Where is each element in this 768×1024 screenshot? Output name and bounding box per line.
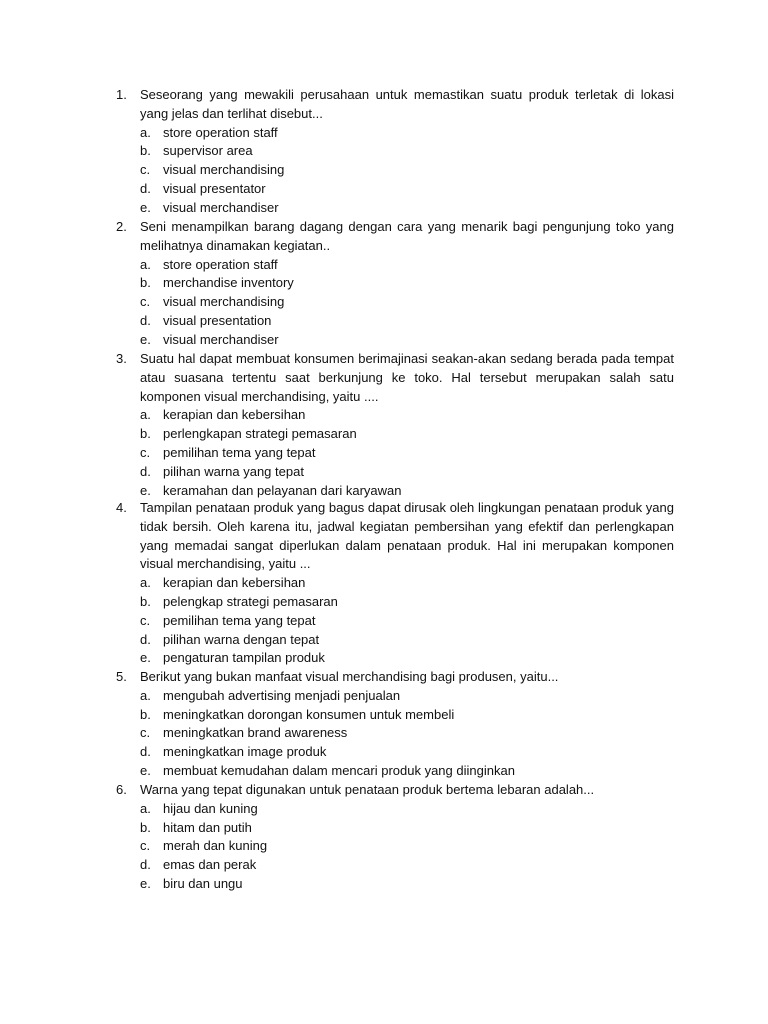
option-letter: d. [140, 463, 151, 479]
option-e [140, 482, 674, 501]
option-e [140, 199, 674, 218]
option-c [140, 837, 674, 856]
option-a [140, 800, 674, 819]
option-letter: a. [140, 687, 151, 703]
question-number: 1. [116, 87, 127, 102]
option-text: meningkatkan brand awareness [163, 725, 348, 741]
option-text: biru dan ungu [163, 875, 243, 891]
option-a [140, 687, 674, 706]
option-letter: c. [140, 838, 151, 854]
option-text: meningkatkan image produk [163, 744, 327, 760]
question-2 [116, 218, 674, 350]
option-b [140, 593, 674, 612]
question-text: Seseorang yang mewakili perusahaan untuk memastikan suatu produk terletak di lokasi yang jelas dan terlihat disebut... [140, 87, 674, 121]
option-letter: b. [140, 593, 151, 609]
option-d [140, 631, 674, 650]
question-number: 5. [116, 669, 127, 684]
option-letter: d. [140, 312, 151, 328]
option-text: store operation staff [163, 124, 278, 140]
option-d [140, 180, 674, 199]
question-text: Suatu hal dapat membuat konsumen berimajinasi seakan-akan sedang berada pada tempat atau suasana tertentu saat berkunjung ke toko. Hal tersebut merupakan salah satu komponen visual merchandising, yaitu .... [140, 351, 674, 404]
option-letter: c. [140, 725, 151, 741]
option-letter: c. [140, 612, 151, 628]
question-text: Tampilan penataan produk yang bagus dapat dirusak oleh lingkungan penataan produk yang tidak bersih. Oleh karena itu, jadwal kegiatan pembersihan yang efektif dan perlengkapan yang memadai sangat diperlukan dalam penataan produk. Hal ini merupakan komponen visual merchandising, yaitu ... [140, 500, 674, 572]
option-text: hijau dan kuning [163, 800, 258, 816]
option-letter: a. [140, 407, 151, 423]
option-d [140, 312, 674, 331]
option-e [140, 762, 674, 781]
option-letter: b. [140, 275, 151, 291]
option-text: store operation staff [163, 256, 278, 272]
option-b [140, 142, 674, 161]
option-c [140, 724, 674, 743]
option-text: kerapian dan kebersihan [163, 575, 306, 591]
option-letter: a. [140, 256, 151, 272]
option-text: hitam dan putih [163, 819, 252, 835]
option-text: kerapian dan kebersihan [163, 407, 306, 423]
option-letter: e. [140, 650, 151, 666]
option-d [140, 463, 674, 482]
option-e [140, 875, 674, 894]
option-letter: a. [140, 124, 151, 140]
option-letter: e. [140, 762, 151, 778]
option-text: visual merchandiser [163, 199, 279, 215]
option-text: membuat kemudahan dalam mencari produk yang diinginkan [163, 762, 515, 778]
option-c [140, 612, 674, 631]
option-text: visual merchandiser [163, 331, 279, 347]
option-text: merchandise inventory [163, 275, 294, 291]
option-letter: d. [140, 180, 151, 196]
option-text: keramahan dan pelayanan dari karyawan [163, 482, 402, 498]
option-a [140, 406, 674, 425]
option-b [140, 819, 674, 838]
option-a [140, 256, 674, 275]
option-text: pilihan warna yang tepat [163, 463, 304, 479]
option-text: meningkatkan dorongan konsumen untuk membeli [163, 706, 455, 722]
option-text: pilihan warna dengan tepat [163, 631, 320, 647]
question-1 [116, 86, 674, 218]
option-text: visual merchandising [163, 162, 285, 178]
answer-options [140, 124, 674, 218]
question-5 [116, 668, 674, 781]
option-text: emas dan perak [163, 857, 257, 873]
option-letter: b. [140, 819, 151, 835]
option-letter: c. [140, 162, 151, 178]
option-d [140, 856, 674, 875]
option-letter: e. [140, 482, 151, 498]
option-letter: d. [140, 744, 151, 760]
option-letter: c. [140, 294, 151, 310]
option-text: supervisor area [163, 143, 253, 159]
option-c [140, 293, 674, 312]
question-number: 6. [116, 782, 127, 797]
option-text: visual merchandising [163, 294, 285, 310]
question-text: Berikut yang bukan manfaat visual merchandising bagi produsen, yaitu... [140, 669, 559, 684]
option-a [140, 574, 674, 593]
option-text: pemilihan tema yang tepat [163, 612, 316, 628]
option-text: pengaturan tampilan produk [163, 650, 325, 666]
option-text: visual presentator [163, 180, 266, 196]
question-number: 3. [116, 351, 127, 366]
question-4 [116, 499, 674, 668]
option-b [140, 706, 674, 725]
option-letter: d. [140, 857, 151, 873]
option-a [140, 124, 674, 143]
option-letter: e. [140, 331, 151, 347]
option-letter: d. [140, 631, 151, 647]
option-letter: b. [140, 706, 151, 722]
answer-options [140, 800, 674, 894]
question-6 [116, 781, 674, 894]
answer-options [140, 687, 674, 781]
question-text: Seni menampilkan barang dagang dengan cara yang menarik bagi pengunjung toko yang melihatnya dinamakan kegiatan.. [140, 219, 674, 253]
option-d [140, 743, 674, 762]
answer-options [140, 256, 674, 350]
option-b [140, 425, 674, 444]
option-c [140, 444, 674, 463]
option-text: mengubah advertising menjadi penjualan [163, 687, 401, 703]
option-letter: e. [140, 875, 151, 891]
question-text: Warna yang tepat digunakan untuk penataan produk bertema lebaran adalah... [140, 782, 595, 797]
option-c [140, 161, 674, 180]
option-letter: b. [140, 143, 151, 159]
option-b [140, 274, 674, 293]
option-letter: e. [140, 199, 151, 215]
question-3 [116, 350, 674, 500]
option-e [140, 649, 674, 668]
option-letter: b. [140, 426, 151, 442]
question-number: 4. [116, 500, 127, 515]
option-text: pemilihan tema yang tepat [163, 444, 316, 460]
answer-options [140, 406, 674, 500]
option-letter: c. [140, 444, 151, 460]
answer-options [140, 574, 674, 668]
option-text: visual presentation [163, 312, 272, 328]
option-letter: a. [140, 575, 151, 591]
question-number: 2. [116, 219, 127, 234]
option-e [140, 331, 674, 350]
option-text: pelengkap strategi pemasaran [163, 593, 338, 609]
option-text: perlengkapan strategi pemasaran [163, 426, 357, 442]
option-text: merah dan kuning [163, 838, 268, 854]
option-letter: a. [140, 800, 151, 816]
